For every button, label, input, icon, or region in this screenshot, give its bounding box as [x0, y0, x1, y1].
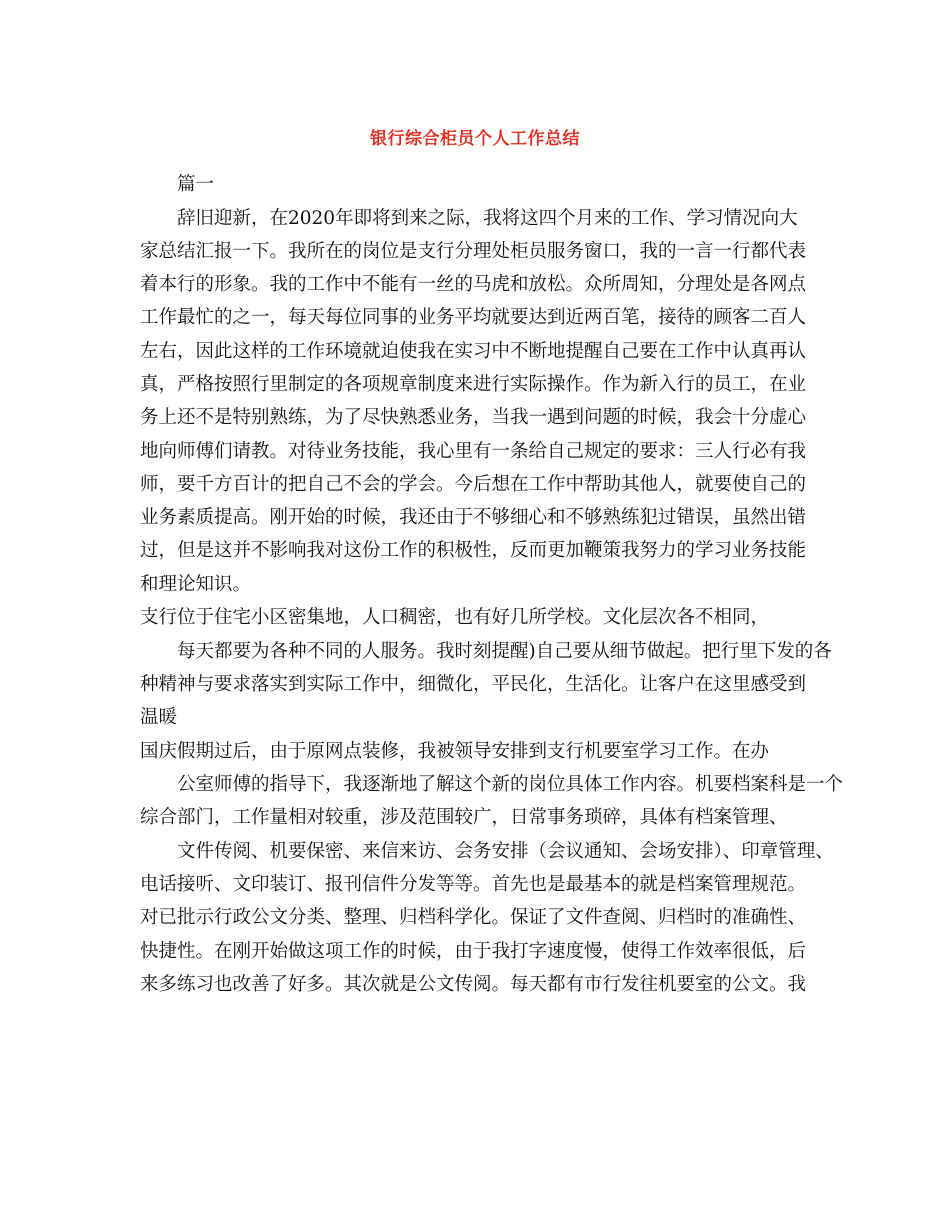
text-line: 篇一	[177, 174, 215, 195]
text-line: 快捷性。在刚开始做这项工作的时候，由于我打字速度慢，使得工作效率很低，后	[140, 941, 807, 962]
text-line: 真，严格按照行里制定的各项规章制度来进行实际操作。作为新入行的员工，在业	[140, 374, 807, 395]
text-line: 对已批示行政公文分类、整理、归档科学化。保证了文件查阅、归档时的准确性、	[140, 907, 807, 928]
text-line: 温暖	[140, 707, 178, 728]
text-line: 家总结汇报一下。我所在的岗位是支行分理处柜员服务窗口，我的一言一行都代表	[140, 241, 807, 262]
text-line: 务上还不是特别熟练，为了尽快熟悉业务，当我一遇到问题的时候，我会十分虚心	[140, 407, 807, 428]
text-line: 综合部门，工作量相对较重，涉及范围较广，日常事务琐碎，具体有档案管理、	[140, 807, 788, 828]
text-line: 每天都要为各种不同的人服务。我时刻提醒)自己要从细节做起。把行里下发的各	[177, 641, 832, 662]
text-line: 和理论知识。	[140, 574, 252, 595]
text-line: 种精神与要求落实到实际工作中，细微化，平民化，生活化。让客户在这里感受到	[140, 674, 807, 695]
text-line: 辞旧迎新，在2020年即将到来之际，我将这四个月来的工作、学习情况向大	[177, 208, 798, 229]
text-line: 过，但是这并不影响我对这份工作的积极性，反而更加鞭策我努力的学习业务技能	[140, 540, 807, 561]
text-line: 左右，因此这样的工作环境就迫使我在实习中不断地提醒自己要在工作中认真再认	[140, 341, 807, 362]
text-line: 国庆假期过后，由于原网点装修，我被领导安排到支行机要室学习工作。在办	[140, 741, 770, 762]
text-line: 业务素质提高。刚开始的时候，我还由于不够细心和不够熟练犯过错误，虽然出错	[140, 507, 807, 528]
text-line: 公室师傅的指导下，我逐渐地了解这个新的岗位具体工作内容。机要档案科是一个	[177, 774, 844, 795]
text-line: 文件传阅、机要保密、来信来访、会务安排（会议通知、会场安排）、印章管理、	[177, 841, 834, 862]
text-line: 工作最忙的之一，每天每位同事的业务平均就要达到近两百笔，接待的顾客二百人	[140, 307, 807, 328]
text-line: 着本行的形象。我的工作中不能有一丝的马虎和放松。众所周知，分理处是各网点	[140, 274, 807, 295]
text-line: 支行位于住宅小区密集地，人口稠密，也有好几所学校。文化层次各不相同，	[140, 607, 770, 628]
text-line: 地向师傅们请教。对待业务技能，我心里有一条给自己规定的要求：三人行必有我	[140, 441, 807, 462]
text-line: 师，要千方百计的把自己不会的学会。今后想在工作中帮助其他人，就要使自己的	[140, 474, 807, 495]
text-line: 电话接听、文印装订、报刊信件分发等等。首先也是最基本的就是档案管理规范。	[140, 874, 807, 895]
text-line: 来多练习也改善了好多。其次就是公文传阅。每天都有市行发往机要室的公文。我	[140, 974, 807, 995]
document-title: 银行综合柜员个人工作总结	[370, 129, 580, 149]
